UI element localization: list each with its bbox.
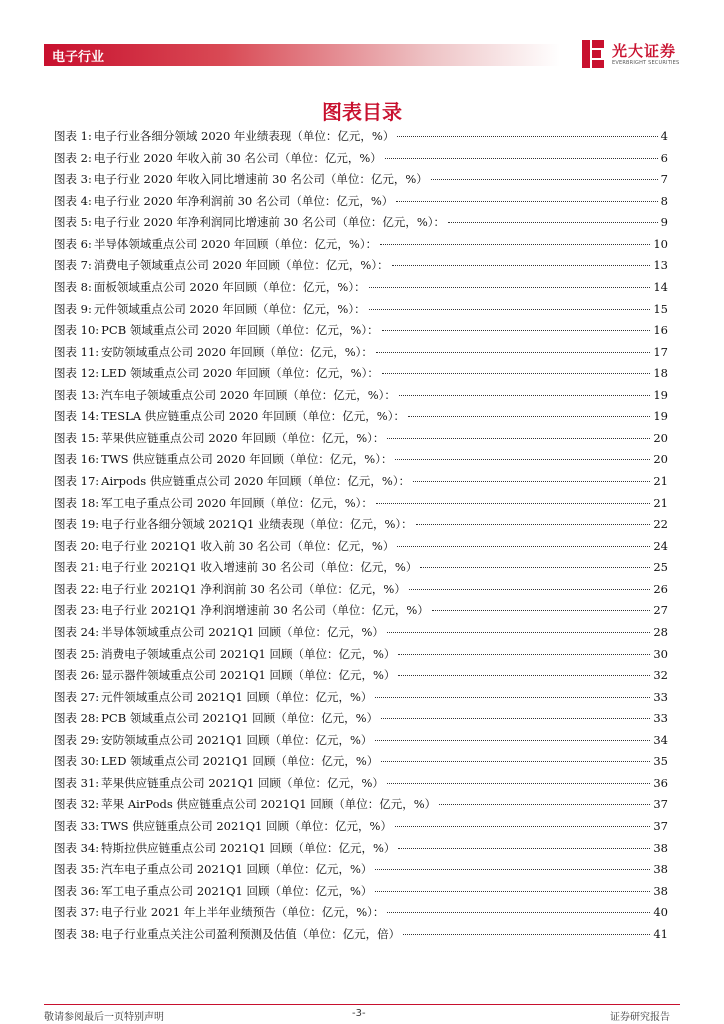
toc-page-number: 34: [653, 732, 668, 747]
toc-label: 图表 7:: [54, 258, 92, 273]
toc-label: 图表 37:: [54, 905, 100, 920]
toc-entry[interactable]: [54, 732, 668, 754]
toc-entry[interactable]: [54, 257, 668, 279]
toc-text: 电子行业 2021Q1 净利润增速前 30 名公司（单位：亿元，%）: [101, 603, 429, 618]
toc-text: TESLA 供应链重点公司 2020 年回顾（单位：亿元，%）：: [101, 409, 405, 424]
toc-entry[interactable]: [54, 408, 668, 430]
toc-leader: [413, 481, 650, 482]
toc-entry[interactable]: [54, 861, 668, 883]
table-of-figures: [54, 128, 668, 947]
toc-text: TWS 供应链重点公司 2021Q1 回顾（单位：亿元，%）: [101, 819, 392, 833]
toc-text: LED 领域重点公司 2020 年回顾（单位：亿元，%）：: [101, 366, 379, 381]
toc-leader: [369, 287, 651, 288]
toc-page-number: 14: [653, 279, 668, 294]
toc-text: 苹果 AirPods 供应链重点公司 2021Q1 回顾（单位：亿元，%）: [101, 797, 437, 812]
section-title: 电子行业: [52, 50, 105, 65]
toc-text: 电子行业 2021Q1 收入前 30 名公司（单位：亿元，%）: [101, 538, 395, 553]
toc-text: 汽车电子领域重点公司 2020 年回顾（单位：亿元，%）：: [101, 387, 396, 402]
toc-entry[interactable]: [54, 495, 668, 517]
toc-text: 电子行业 2020 年收入同比增速前 30 名公司（单位：亿元，%）: [93, 172, 428, 187]
toc-label: 图表 2:: [54, 150, 92, 165]
toc-entry[interactable]: [54, 602, 668, 624]
toc-page-number: 19: [653, 387, 668, 402]
toc-leader: [397, 136, 657, 137]
toc-leader: [431, 179, 658, 180]
toc-page-number: 24: [653, 538, 668, 553]
toc-text: 安防领域重点公司 2021Q1 回顾（单位：亿元，%）: [101, 732, 373, 747]
toc-page-number: 36: [653, 775, 668, 790]
toc-entry[interactable]: [54, 796, 668, 818]
toc-label: 图表 38:: [54, 926, 100, 941]
toc-leader: [399, 395, 650, 396]
toc-text: 半导体领域重点公司 2020 年回顾（单位：亿元，%）：: [93, 236, 378, 251]
toc-entry[interactable]: [54, 904, 668, 926]
toc-label: 图表 32:: [54, 797, 100, 812]
toc-text: 汽车电子重点公司 2021Q1 回顾（单位：亿元，%）: [101, 862, 373, 877]
toc-entry[interactable]: [54, 193, 668, 215]
toc-label: 图表 27:: [54, 689, 100, 704]
toc-page-number: 27: [653, 603, 668, 618]
toc-text: 显示器件领域重点公司 2021Q1 回顾（单位：亿元，%）: [101, 668, 396, 683]
toc-leader: [369, 309, 651, 310]
toc-text: 电子行业 2020 年净利润同比增速前 30 名公司（单位：亿元，%）：: [93, 215, 446, 230]
toc-page-number: 37: [653, 797, 668, 812]
toc-entry[interactable]: [54, 451, 668, 473]
toc-entry[interactable]: [54, 387, 668, 409]
toc-page-number: 13: [653, 258, 668, 273]
toc-page-number: 32: [653, 668, 668, 683]
toc-text: 特斯拉供应链重点公司 2021Q1 回顾（单位：亿元，%）: [101, 840, 396, 855]
toc-page-number: 7: [660, 172, 668, 187]
toc-label: 图表 33:: [54, 819, 100, 833]
toc-page-number: 30: [653, 646, 668, 661]
toc-entry[interactable]: [54, 301, 668, 323]
toc-entry[interactable]: [54, 840, 668, 862]
toc-leader: [376, 352, 650, 353]
toc-entry[interactable]: [54, 926, 668, 948]
toc-entry[interactable]: [54, 516, 668, 538]
toc-leader: [381, 761, 650, 762]
page-number: -3-: [352, 1008, 366, 1019]
toc-page-number: 33: [653, 711, 668, 726]
toc-label: 图表 4:: [54, 193, 92, 208]
toc-entry[interactable]: [54, 753, 668, 775]
toc-page-number: 28: [653, 624, 668, 639]
company-logo: [580, 38, 690, 70]
logo-name: 光大证券: [612, 42, 677, 60]
toc-leader: [420, 567, 650, 568]
toc-text: 电子行业 2021Q1 收入增速前 30 名公司（单位：亿元，%）: [101, 560, 418, 575]
toc-label: 图表 3:: [54, 172, 92, 187]
toc-label: 图表 26:: [54, 668, 100, 683]
toc-page-number: 38: [653, 862, 668, 877]
toc-leader: [448, 222, 658, 223]
toc-leader: [439, 804, 650, 805]
toc-label: 图表 6:: [54, 236, 92, 251]
toc-page-number: 33: [653, 689, 668, 704]
toc-page-number: 38: [653, 883, 668, 898]
toc-label: 图表 31:: [54, 775, 100, 790]
toc-text: 面板领域重点公司 2020 年回顾（单位：亿元，%）：: [93, 279, 366, 294]
toc-leader: [398, 675, 650, 676]
toc-label: 图表 23:: [54, 603, 100, 618]
toc-text: LED 领域重点公司 2021Q1 回顾（单位：亿元，%）: [101, 754, 379, 769]
toc-page-number: 20: [653, 430, 668, 445]
toc-text: 元件领域重点公司 2020 年回顾（单位：亿元，%）：: [93, 301, 366, 316]
toc-leader: [387, 632, 650, 633]
toc-label: 图表 29:: [54, 732, 100, 747]
toc-entry[interactable]: [54, 883, 668, 905]
toc-page-number: 19: [653, 409, 668, 424]
toc-page-number: 20: [653, 452, 668, 467]
toc-entry[interactable]: [54, 646, 668, 668]
toc-entry[interactable]: [54, 322, 668, 344]
toc-label: 图表 30:: [54, 754, 100, 769]
toc-text: 军工电子重点公司 2021Q1 回顾（单位：亿元，%）: [101, 883, 373, 898]
toc-text: 电子行业 2020 年收入前 30 名公司（单位：亿元，%）: [93, 150, 382, 165]
toc-text: 电子行业 2021 年上半年业绩预告（单位：亿元，%）：: [101, 905, 385, 920]
toc-entry[interactable]: [54, 365, 668, 387]
footer-divider: [44, 1004, 680, 1005]
toc-entry[interactable]: [54, 624, 668, 646]
toc-label: 图表 9:: [54, 301, 92, 316]
toc-entry[interactable]: [54, 473, 668, 495]
toc-label: 图表 8:: [54, 279, 92, 294]
toc-leader: [376, 503, 650, 504]
toc-leader: [395, 459, 650, 460]
toc-leader: [382, 373, 651, 374]
toc-label: 图表 17:: [54, 474, 100, 488]
toc-label: 图表 18:: [54, 495, 100, 510]
toc-label: 图表 21:: [54, 560, 100, 575]
toc-text: 消费电子领域重点公司 2021Q1 回顾（单位：亿元，%）: [101, 646, 396, 661]
toc-label: 图表 19:: [54, 517, 100, 532]
toc-text: 电子行业各细分领域 2020 年业绩表现（单位：亿元，%）: [93, 129, 395, 143]
toc-text: 电子行业重点关注公司盈利预测及估值（单位：亿元，倍）: [101, 926, 401, 941]
logo-mark-icon: [580, 38, 606, 70]
toc-label: 图表 12:: [54, 366, 100, 381]
toc-entry[interactable]: [54, 581, 668, 603]
toc-page-number: 9: [660, 215, 668, 230]
toc-page-number: 21: [653, 495, 668, 510]
toc-entry[interactable]: [54, 171, 668, 193]
toc-page-number: 18: [653, 366, 668, 381]
toc-entry[interactable]: [54, 710, 668, 732]
toc-entry[interactable]: [54, 128, 668, 150]
toc-label: 图表 11:: [54, 344, 100, 359]
toc-entry[interactable]: [54, 667, 668, 689]
section-header-bar: [44, 44, 560, 66]
toc-label: 图表 25:: [54, 646, 100, 661]
toc-page-number: 21: [653, 474, 668, 488]
toc-page-number: 16: [653, 323, 668, 338]
toc-label: 图表 28:: [54, 711, 100, 726]
toc-label: 图表 14:: [54, 409, 100, 424]
toc-page-number: 22: [653, 517, 668, 532]
toc-leader: [397, 546, 650, 547]
toc-page-number: 25: [653, 560, 668, 575]
toc-text: 苹果供应链重点公司 2020 年回顾（单位：亿元，%）：: [101, 430, 385, 445]
toc-entry[interactable]: [54, 689, 668, 711]
toc-leader: [387, 912, 650, 913]
toc-page-number: 4: [660, 129, 668, 143]
toc-text: 半导体领域重点公司 2021Q1 回顾（单位：亿元，%）: [101, 624, 384, 639]
toc-leader: [375, 891, 650, 892]
toc-leader: [387, 438, 650, 439]
toc-leader: [398, 848, 650, 849]
toc-text: 苹果供应链重点公司 2021Q1 回顾（单位：亿元，%）: [101, 775, 384, 790]
toc-text: 消费电子领域重点公司 2020 年回顾（单位：亿元，%）：: [93, 258, 389, 273]
toc-entry[interactable]: [54, 214, 668, 236]
page-title: 图表目录: [322, 100, 402, 124]
toc-entry[interactable]: [54, 236, 668, 258]
toc-leader: [385, 158, 658, 159]
toc-text: PCB 领域重点公司 2021Q1 回顾（单位：亿元，%）: [101, 711, 379, 726]
logo-subtitle: EVERBRIGHT SECURITIES: [612, 60, 680, 66]
toc-label: 图表 35:: [54, 862, 100, 877]
toc-page-number: 41: [653, 926, 668, 941]
toc-page-number: 37: [653, 819, 668, 833]
toc-leader: [375, 869, 650, 870]
toc-leader: [380, 244, 650, 245]
toc-text: TWS 供应链重点公司 2020 年回顾（单位：亿元，%）：: [101, 452, 393, 467]
toc-text: 军工电子重点公司 2020 年回顾（单位：亿元，%）：: [101, 495, 373, 510]
toc-entry[interactable]: [54, 279, 668, 301]
toc-label: 图表 5:: [54, 215, 92, 230]
toc-leader: [375, 697, 650, 698]
toc-leader: [398, 654, 650, 655]
toc-label: 图表 15:: [54, 430, 100, 445]
toc-label: 图表 36:: [54, 883, 100, 898]
toc-entry[interactable]: [54, 344, 668, 366]
toc-leader: [375, 740, 650, 741]
toc-text: 电子行业 2021Q1 净利润前 30 名公司（单位：亿元，%）: [101, 581, 406, 596]
toc-entry[interactable]: [54, 150, 668, 172]
toc-entry[interactable]: [54, 818, 668, 840]
toc-text: Airpods 供应链重点公司 2020 年回顾（单位：亿元，%）：: [101, 474, 411, 488]
toc-leader: [409, 589, 650, 590]
toc-leader: [395, 826, 650, 827]
toc-leader: [432, 610, 650, 611]
toc-text: 电子行业 2020 年净利润前 30 名公司（单位：亿元，%）: [93, 193, 394, 208]
footer-report-type: 证券研究报告: [610, 1012, 670, 1023]
toc-page-number: 40: [653, 905, 668, 920]
toc-text: 电子行业各细分领域 2021Q1 业绩表现（单位：亿元，%）：: [101, 517, 413, 532]
toc-entry[interactable]: [54, 775, 668, 797]
toc-page-number: 15: [653, 301, 668, 316]
toc-page-number: 10: [653, 236, 668, 251]
toc-leader: [381, 718, 650, 719]
toc-leader: [403, 934, 650, 935]
footer-disclaimer: 敬请参阅最后一页特别声明: [44, 1012, 164, 1023]
toc-label: 图表 24:: [54, 624, 100, 639]
toc-page-number: 17: [653, 344, 668, 359]
toc-label: 图表 16:: [54, 452, 100, 467]
toc-page-number: 6: [660, 150, 668, 165]
toc-label: 图表 13:: [54, 387, 100, 402]
toc-leader: [416, 524, 651, 525]
toc-entry[interactable]: [54, 538, 668, 560]
toc-leader: [382, 330, 651, 331]
toc-page-number: 26: [653, 581, 668, 596]
toc-leader: [392, 265, 651, 266]
toc-text: 元件领域重点公司 2021Q1 回顾（单位：亿元，%）: [101, 689, 373, 704]
toc-leader: [408, 416, 650, 417]
toc-page-number: 8: [660, 193, 668, 208]
toc-label: 图表 10:: [54, 323, 100, 338]
toc-page-number: 35: [653, 754, 668, 769]
toc-label: 图表 34:: [54, 840, 100, 855]
toc-leader: [387, 783, 650, 784]
toc-leader: [396, 201, 657, 202]
toc-entry[interactable]: [54, 430, 668, 452]
toc-label: 图表 20:: [54, 538, 100, 553]
toc-label: 图表 22:: [54, 581, 100, 596]
toc-text: 安防领域重点公司 2020 年回顾（单位：亿元，%）：: [101, 344, 373, 359]
toc-entry[interactable]: [54, 559, 668, 581]
toc-label: 图表 1:: [54, 129, 92, 143]
toc-page-number: 38: [653, 840, 668, 855]
toc-text: PCB 领域重点公司 2020 年回顾（单位：亿元，%）：: [101, 323, 379, 338]
